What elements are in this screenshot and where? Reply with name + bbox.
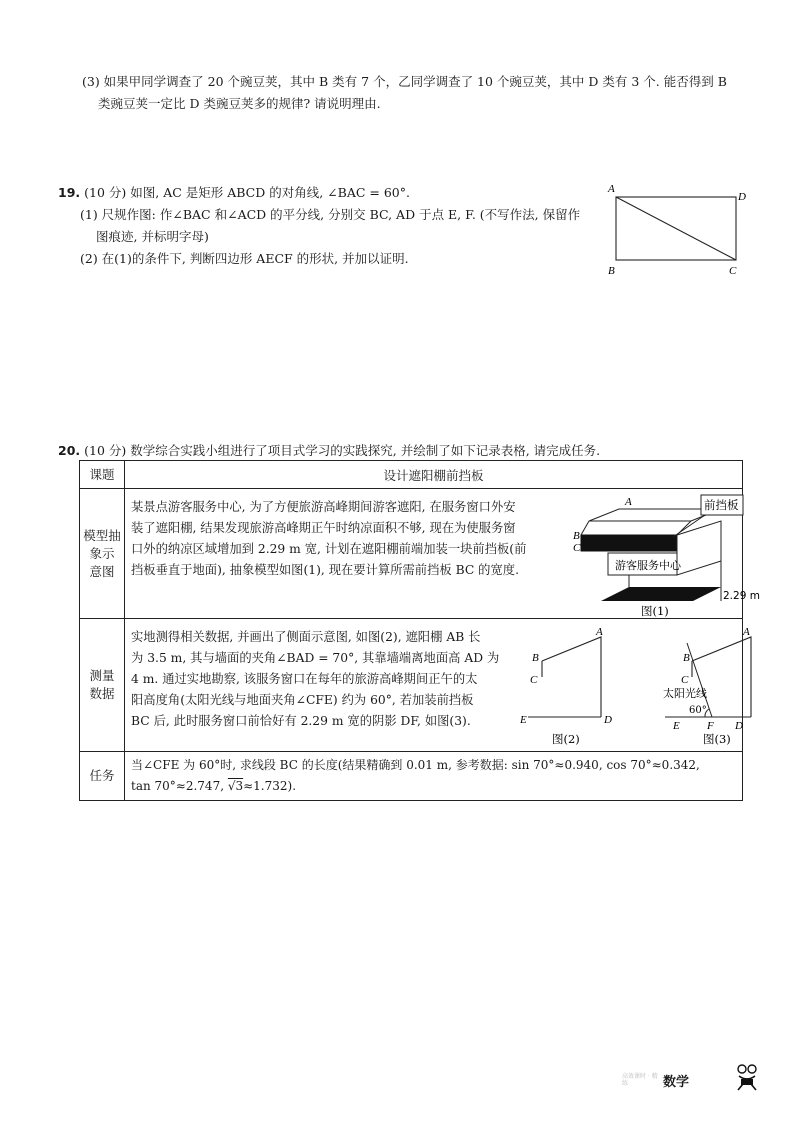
fig2-label-a: A [596,626,603,638]
fig1-label-a: A [625,496,632,508]
width-label: 2.29 m [723,590,760,602]
figure-1-awning-model [573,493,760,618]
q19-rectangle-figure [605,182,755,282]
fig3-label-b: B [683,652,690,664]
fig1-caption: 图(1) [641,604,669,618]
q19-number: 19. [58,185,81,200]
footer-mascot-icon [734,1062,760,1092]
fig2-label-b: B [532,652,539,664]
ground-shadow [601,587,721,601]
row-measure-line-2: 为 3.5 m, 其与墙面的夹角∠BAD = 70°, 其靠墙端离地面高 AD 为 [131,651,500,665]
row-measure-head-2: 数据 [89,686,115,701]
row-model-head-3: 意图 [89,563,115,579]
service-center-label: 游客服务中心 [615,559,681,572]
row-task-line-2-post: ≈1.732). [243,779,297,793]
fig3-label-c: C [681,674,689,686]
row-measure-line-3: 4 m. 通过实地勘察, 该服务窗口在每年的旅游高峰期间正午的太 [131,672,478,686]
header-topic-value: 设计遮阳棚前挡板 [125,461,743,489]
table-header-row [80,461,743,489]
q19-part1-line2: 图痕迹, 并标明字母) [96,229,209,244]
diagonal-ac [616,197,736,260]
record-table [79,460,760,801]
q19-part2: (2) 在(1)的条件下, 判断四边形 AECF 的形状, 并加以证明. [80,251,409,266]
row-model-line-2: 装了遮阳棚, 结果发现旅游高峰期正午时纳凉面积不够, 现在为使服务窗 [131,521,516,535]
footer-tiny-text: 高效课时 · 精练 [622,1073,658,1087]
label-b: B [608,265,615,277]
q20-stem: (10 分) 数学综合实践小组进行了项目式学习的实践探究, 并绘制了如下记录表格, 请完成任务. [84,443,601,458]
fig3-label-a: A [743,626,750,638]
q18-part3-line1: (3) 如果甲同学调查了 20 个豌豆荚，其中 B 类有 7 个，乙同学调查了 10 个豌豆荚，其中 D 类有 3 个. 能否得到 B [82,74,727,89]
front-board-dark [581,535,677,551]
row-model-text [131,497,571,581]
row-model-head [80,489,125,619]
row-model-line-4: 挡板垂直于地面), 抽象模型如图(1), 现在要计算所需前挡板 BC 的宽度. [131,563,519,577]
label-a: A [608,183,615,195]
row-model-head-1: 模型抽 [83,527,121,543]
q19-part1-line1: (1) 尺规作图: 作∠BAC 和∠ACD 的平分线, 分别交 BC, AD 于点 E, F. (不写作法, 保留作 [80,207,581,222]
fig2-label-c: C [530,674,538,686]
row-measure-line-4: 阳高度角(太阳光线与地面夹角∠CFE) 约为 60°, 若加装前挡板 [131,693,474,707]
fig3-caption: 图(3) [703,732,731,746]
row-task-line-1: 当∠CFE 为 60°时, 求线段 BC 的长度(结果精确到 0.01 m, 参考数据: sin 70°≈0.940, cos 70°≈0.342, [131,758,700,772]
table-row-measure [80,619,743,752]
fig2-label-d: D [604,714,612,726]
q20-number: 20. [58,443,81,458]
q18-part3-line2: 类豌豆荚一定比 D 类豌豆荚多的规律? 请说明理由. [98,96,381,111]
table-row-task [80,752,743,801]
header-topic-label: 课题 [80,461,125,489]
q20-stem-row [58,441,600,459]
row-model-head-2: 象示 [89,545,115,561]
row-measure-line-1: 实地测得相关数据, 并画出了侧面示意图, 如图(2), 遮阳棚 AB 长 [131,630,481,644]
fig2-awning-wall [542,637,601,717]
row-measure-head-1: 测量 [89,668,115,683]
figure-2-side-view [520,623,630,747]
fig2-label-e: E [520,714,527,726]
row-model-line-3: 口外的纳凉区域增加到 2.29 m 宽, 计划在遮阳棚前端加装一块前挡板(前 [131,542,527,556]
row-measure-text [131,627,521,732]
fig1-label-c: C [573,542,581,554]
row-measure-content [125,619,750,752]
awning-edge-left [581,521,589,535]
callout-front-board: 前挡板 [704,498,739,512]
row-task-line-2 [131,776,742,797]
q19-stem: (10 分) 如图, AC 是矩形 ABCD 的对角线, ∠BAC = 60°. [84,185,410,200]
fig3-label-e: E [673,720,680,732]
row-measure-head [80,619,125,752]
fig2-caption: 图(2) [552,732,580,746]
row-task-content [125,752,743,801]
fig1-label-b: B [573,530,580,542]
fig3-label-d: D [735,720,743,732]
fig3-sunlight-label: 太阳光线 [663,687,707,700]
q19-stem-row [58,183,410,201]
sqrt-three: √3 [227,779,244,793]
row-task-head: 任务 [80,752,125,801]
footer-subject: 数学 [663,1075,690,1090]
fig3-angle-label: 60° [689,705,707,716]
label-c: C [729,265,737,277]
table-row-model [80,489,743,619]
row-model-content [125,489,760,619]
row-measure-line-5: BC 后, 此时服务窗口前恰好有 2.29 m 宽的阴影 DF, 如图(3). [131,714,471,728]
row-model-line-1: 某景点游客服务中心, 为了方便旅游高峰期间游客遮阳, 在服务窗口外安 [131,500,516,514]
fig3-label-f: F [707,720,714,732]
figure-3-shadow-view [625,623,750,747]
row-task-line-2-pre: tan 70°≈2.747, [131,779,228,793]
label-d: D [738,191,746,203]
